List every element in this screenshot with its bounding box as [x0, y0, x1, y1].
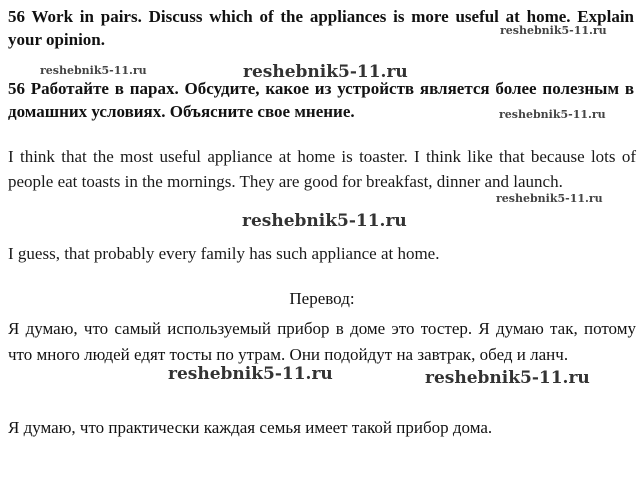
watermark: reshebnik5-11.ru [242, 211, 407, 231]
watermark: reshebnik5-11.ru [425, 368, 590, 388]
answer-paragraph-1: I think that the most useful appliance at home is toaster. I think like that because lots of people eat toasts in the mornings. They are good for breakfast, dinner and launch. [8, 147, 636, 191]
watermark: reshebnik5-11.ru [500, 24, 607, 37]
watermark: reshebnik5-11.ru [168, 364, 333, 384]
watermark: reshebnik5-11.ru [40, 64, 147, 77]
task-english: 56 Work in pairs. Discuss which of the appliances is more useful at home. Explain your opinion. [8, 7, 634, 49]
translation-paragraph-1: Я думаю, что самый используемый прибор в доме это тостер. Я думаю так, потому что много людей едят тосты по утрам. Они подойдут на завтрак, обед и ланч. [8, 319, 636, 364]
translation-heading: Перевод: [289, 289, 355, 308]
watermark: reshebnik5-11.ru [499, 108, 606, 121]
watermark: reshebnik5-11.ru [243, 62, 408, 82]
answer-paragraph-2: I guess, that probably every family has such appliance at home. [8, 244, 440, 263]
watermark: reshebnik5-11.ru [496, 192, 603, 205]
task-russian: 56 Работайте в парах. Обсудите, какое из устройств является более полезным в домашних условиях. Объясните свое мнение. [8, 79, 634, 121]
translation-paragraph-2: Я думаю, что практически каждая семья имеет такой прибор дома. [8, 418, 493, 437]
